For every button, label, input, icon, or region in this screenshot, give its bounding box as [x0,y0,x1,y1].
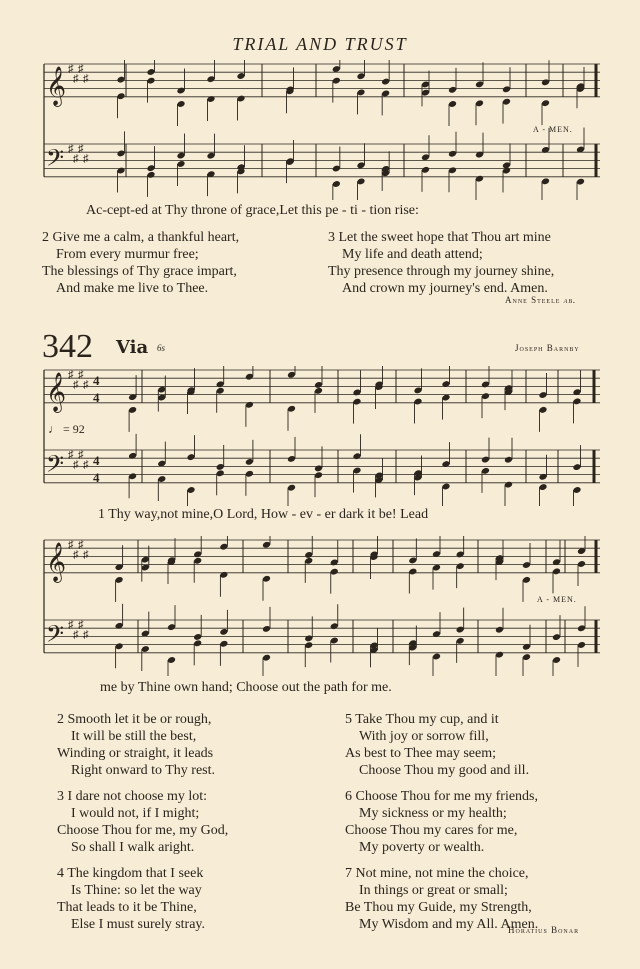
time-signature-numerator: 4 [93,453,100,468]
verse-line: Is Thine: so let the way [71,883,202,898]
sharp-icon: ♯ [78,369,84,381]
verse-line: 2 Smooth let it be or rough, [57,712,212,727]
author-name: Anne Steele [505,295,561,305]
verse-line: Choose Thou my good and ill. [359,763,530,778]
verse-2 [57,711,228,779]
sharp-icon: ♯ [78,619,84,631]
music-system-previous [38,60,604,200]
verse-line: 7 Not mine, not mine the choice, [345,866,529,881]
verse-line: It will be still the best, [71,729,197,744]
verse-line: 3 Let the sweet hope that Thou art mine [328,230,551,245]
staff-notation [38,536,604,676]
verses-right [345,711,538,933]
sharp-icon: ♯ [78,63,84,75]
verse-2 [42,229,239,297]
sharp-icon: ♯ [83,459,89,471]
verse-line: And make me live to Thee. [56,281,209,296]
sharp-icon: ♯ [68,619,74,631]
verse-line: 3 I dare not choose my lot: [57,789,208,804]
sharp-icon: ♯ [73,379,79,391]
staff-notation [38,366,604,506]
verse-line: 5 Take Thou my cup, and it [345,712,499,727]
treble-clef-icon: 𝄞 [46,542,67,582]
author-note: ab. [563,295,577,305]
tune-name: Via [116,337,149,358]
verse-line: That leads to it be Thine, [57,900,197,915]
verse-line: With joy or sorrow fill, [359,729,489,744]
music-system-1 [38,366,604,506]
verse-line: I would not, if I might; [71,806,200,821]
time-signature-denominator: 4 [93,470,100,485]
verse-line: Thy presence through my journey shine, [328,264,555,279]
sharp-icon: ♯ [83,153,89,165]
verse-line: My poverty or wealth. [359,840,485,855]
verse-line: My life and death attend; [342,247,483,262]
verse-3 [328,229,554,297]
sharp-icon: ♯ [73,629,79,641]
time-signature-denominator: 4 [93,390,100,405]
sharp-icon: ♯ [68,369,74,381]
amen-label: A - MEN. [533,125,573,134]
lyric-line: Ac-cept-ed at Thy throne of grace,Let this pe - ti - tion rise: [86,203,419,218]
tempo-marking: ♩ = 92 [48,422,85,436]
verse-line: 2 Give me a calm, a thankful heart, [42,230,240,245]
bass-clef-icon: 𝄢 [46,620,65,653]
music-system-2 [38,536,604,676]
sharp-icon: ♯ [78,143,84,155]
verses-left [57,711,228,933]
verse-line: Else I must surely stray. [71,917,206,932]
sharp-icon: ♯ [68,539,74,551]
composer-credit: Joseph Barnby [515,343,580,353]
sharp-icon: ♯ [68,63,74,75]
sharp-icon: ♯ [73,73,79,85]
amen-label: A - MEN. [537,595,577,604]
verse-6 [345,788,538,856]
verse-line: And crown my journey's end. Amen. [342,281,548,296]
verse-line: In things or great or small; [359,883,508,898]
page-header: TRIAL AND TRUST [232,34,408,54]
verse-4 [57,865,228,933]
verse-line: So shall I walk aright. [71,840,195,855]
verse-line: Right onward to Thy rest. [71,763,216,778]
sharp-icon: ♯ [78,539,84,551]
sharp-icon: ♯ [78,449,84,461]
treble-clef-icon: 𝄞 [46,372,67,412]
author-credit: Horatius Bonar [508,925,580,935]
sharp-icon: ♯ [68,449,74,461]
sharp-icon: ♯ [73,153,79,165]
verse-5 [345,711,538,779]
verse-line: As best to Thee may seem; [345,746,496,761]
verse-3 [57,788,228,856]
verse-line: Winding or straight, it leads [57,746,214,761]
hymn-number: 342 [42,328,93,365]
sharp-icon: ♯ [83,629,89,641]
verse-line: From every murmur free; [56,247,199,262]
staff-notation [38,60,604,200]
verse-line: My Wisdom and my All. Amen. [359,917,539,932]
bass-clef-icon: 𝄢 [46,144,65,177]
meter: 6s [157,343,166,353]
sharp-icon: ♯ [68,143,74,155]
verse-line: Choose Thou for me, my God, [57,823,229,838]
verse-line: 6 Choose Thou for me my friends, [345,789,538,804]
verse-line: Choose Thou my cares for me, [345,823,518,838]
verse-line: The blessings of Thy grace impart, [42,264,237,279]
treble-clef-icon: 𝄞 [46,66,67,106]
verse-line: Be Thou my Guide, my Strength, [345,900,532,915]
sharp-icon: ♯ [73,459,79,471]
verse-line: 4 The kingdom that I seek [57,866,204,881]
bass-clef-icon: 𝄢 [46,450,65,483]
author-credit [505,295,576,305]
sharp-icon: ♯ [73,549,79,561]
lyric-line: me by Thine own hand; Choose out the path for me. [100,680,392,695]
sharp-icon: ♯ [83,73,89,85]
verse-line: My sickness or my health; [359,806,507,821]
sharp-icon: ♯ [83,549,89,561]
verse-7 [345,865,538,933]
lyric-line: 1 Thy way,not mine,O Lord, How - ev - er dark it be! Lead [98,507,429,522]
sharp-icon: ♯ [83,379,89,391]
time-signature-numerator: 4 [93,373,100,388]
